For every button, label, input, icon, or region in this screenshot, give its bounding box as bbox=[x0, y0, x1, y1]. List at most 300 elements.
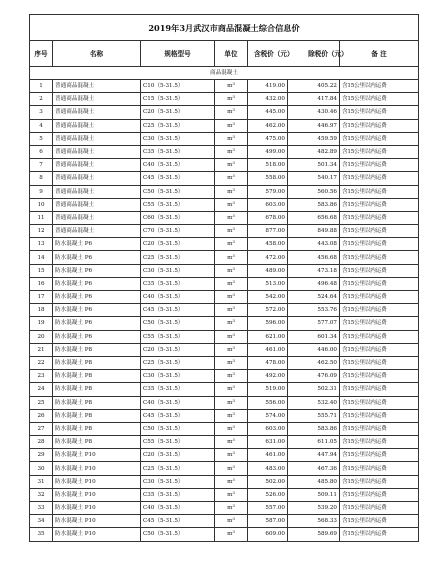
table-row bbox=[30, 356, 419, 369]
unit-base: m bbox=[227, 333, 233, 340]
row-number: 20 bbox=[30, 330, 53, 343]
row-number: 10 bbox=[30, 198, 53, 211]
row-number: 31 bbox=[30, 475, 53, 488]
row-name: 普通商品混凝土 bbox=[53, 119, 141, 132]
table-row bbox=[30, 409, 419, 422]
unit-exponent: 3 bbox=[232, 160, 235, 166]
row-tax-price: 609.00 bbox=[248, 528, 288, 541]
unit-exponent: 3 bbox=[232, 226, 235, 232]
table-row bbox=[30, 185, 419, 198]
row-unit bbox=[215, 251, 248, 264]
row-spec: C30（5-31.5） bbox=[141, 370, 215, 383]
row-number: 4 bbox=[30, 119, 53, 132]
unit-base: m bbox=[227, 214, 233, 221]
row-unit bbox=[215, 502, 248, 515]
row-spec: C70（5-31.5） bbox=[141, 225, 215, 238]
row-note: 含15公里以内运费 bbox=[340, 304, 419, 317]
table-row bbox=[30, 317, 419, 330]
row-note: 含15公里以内运费 bbox=[340, 396, 419, 409]
table-row bbox=[30, 422, 419, 435]
row-number: 27 bbox=[30, 422, 53, 435]
row-name: 防水混凝土 P8 bbox=[53, 370, 141, 383]
row-notax-price: 611.05 bbox=[288, 436, 340, 449]
row-tax-price: 631.00 bbox=[248, 436, 288, 449]
row-note: 含15公里以内运费 bbox=[340, 251, 419, 264]
row-note: 含15公里以内运费 bbox=[340, 409, 419, 422]
row-unit bbox=[215, 343, 248, 356]
row-tax-price: 432.00 bbox=[248, 93, 288, 106]
row-number: 34 bbox=[30, 515, 53, 528]
unit-base: m bbox=[227, 162, 233, 169]
row-unit bbox=[215, 291, 248, 304]
row-notax-price: 502.31 bbox=[288, 383, 340, 396]
row-spec: C40（5-31.5） bbox=[141, 396, 215, 409]
row-number: 11 bbox=[30, 211, 53, 224]
row-unit bbox=[215, 317, 248, 330]
row-name: 防水混凝土 P6 bbox=[53, 291, 141, 304]
row-number: 25 bbox=[30, 396, 53, 409]
row-spec: C60（5-31.5） bbox=[141, 211, 215, 224]
row-name: 防水混凝土 P6 bbox=[53, 304, 141, 317]
unit-exponent: 3 bbox=[232, 503, 235, 509]
row-number: 14 bbox=[30, 251, 53, 264]
row-number: 2 bbox=[30, 93, 53, 106]
unit-exponent: 3 bbox=[232, 133, 235, 139]
row-unit bbox=[215, 462, 248, 475]
row-note: 含15公里以内运费 bbox=[340, 225, 419, 238]
row-name: 防水混凝土 P10 bbox=[53, 449, 141, 462]
row-tax-price: 596.00 bbox=[248, 317, 288, 330]
document-title: 2019年3月武汉市商品混凝土综合信息价 bbox=[30, 15, 419, 41]
unit-base: m bbox=[227, 280, 233, 287]
row-spec: C35（5-31.5） bbox=[141, 488, 215, 501]
row-spec: C30（5-31.5） bbox=[141, 475, 215, 488]
table-row bbox=[30, 502, 419, 515]
row-unit bbox=[215, 304, 248, 317]
row-unit bbox=[215, 277, 248, 290]
row-tax-price: 518.00 bbox=[248, 159, 288, 172]
unit-exponent: 3 bbox=[232, 331, 235, 337]
row-number: 17 bbox=[30, 291, 53, 304]
row-unit bbox=[215, 172, 248, 185]
row-unit bbox=[215, 145, 248, 158]
row-spec: C55（5-31.5） bbox=[141, 330, 215, 343]
unit-base: m bbox=[227, 254, 233, 261]
row-notax-price: 417.84 bbox=[288, 93, 340, 106]
row-tax-price: 877.00 bbox=[248, 225, 288, 238]
row-tax-price: 462.00 bbox=[248, 119, 288, 132]
row-tax-price: 579.00 bbox=[248, 185, 288, 198]
row-note: 含15公里以内运费 bbox=[340, 185, 419, 198]
unit-exponent: 3 bbox=[232, 489, 235, 495]
row-tax-price: 502.00 bbox=[248, 475, 288, 488]
row-number: 29 bbox=[30, 449, 53, 462]
row-notax-price: 509.11 bbox=[288, 488, 340, 501]
row-name: 防水混凝土 P10 bbox=[53, 502, 141, 515]
row-spec: C55（5-31.5） bbox=[141, 198, 215, 211]
unit-exponent: 3 bbox=[232, 81, 235, 87]
row-note: 含15公里以内运费 bbox=[340, 159, 419, 172]
unit-base: m bbox=[227, 412, 233, 419]
row-tax-price: 475.00 bbox=[248, 132, 288, 145]
row-number: 12 bbox=[30, 225, 53, 238]
row-spec: C35（5-31.5） bbox=[141, 383, 215, 396]
row-note: 含15公里以内运费 bbox=[340, 436, 419, 449]
row-notax-price: 446.97 bbox=[288, 119, 340, 132]
table-row bbox=[30, 291, 419, 304]
row-number: 8 bbox=[30, 172, 53, 185]
row-notax-price: 496.48 bbox=[288, 277, 340, 290]
row-unit bbox=[215, 422, 248, 435]
row-unit bbox=[215, 330, 248, 343]
row-tax-price: 483.00 bbox=[248, 462, 288, 475]
row-number: 22 bbox=[30, 356, 53, 369]
table-row bbox=[30, 238, 419, 251]
row-number: 18 bbox=[30, 304, 53, 317]
table-row bbox=[30, 488, 419, 501]
row-name: 防水混凝土 P8 bbox=[53, 383, 141, 396]
table-row bbox=[30, 462, 419, 475]
unit-exponent: 3 bbox=[232, 344, 235, 350]
row-tax-price: 572.00 bbox=[248, 304, 288, 317]
row-tax-price: 587.00 bbox=[248, 515, 288, 528]
row-notax-price: 849.88 bbox=[288, 225, 340, 238]
table-row bbox=[30, 396, 419, 409]
row-name: 普通商品混凝土 bbox=[53, 159, 141, 172]
table-row bbox=[30, 159, 419, 172]
row-spec: C20（5-31.5） bbox=[141, 449, 215, 462]
row-tax-price: 603.00 bbox=[248, 422, 288, 435]
unit-exponent: 3 bbox=[232, 476, 235, 482]
row-spec: C40（5-31.5） bbox=[141, 502, 215, 515]
unit-exponent: 3 bbox=[232, 265, 235, 271]
row-notax-price: 524.64 bbox=[288, 291, 340, 304]
unit-base: m bbox=[227, 452, 233, 459]
row-name: 防水混凝土 P6 bbox=[53, 264, 141, 277]
row-tax-price: 478.00 bbox=[248, 356, 288, 369]
table-row bbox=[30, 132, 419, 145]
unit-base: m bbox=[227, 399, 233, 406]
row-spec: C40（5-31.5） bbox=[141, 159, 215, 172]
row-unit bbox=[215, 225, 248, 238]
row-number: 13 bbox=[30, 238, 53, 251]
row-spec: C35（5-31.5） bbox=[141, 145, 215, 158]
row-name: 防水混凝土 P6 bbox=[53, 277, 141, 290]
table-row bbox=[30, 528, 419, 541]
row-notax-price: 656.68 bbox=[288, 211, 340, 224]
row-spec: C25（5-31.5） bbox=[141, 119, 215, 132]
row-unit bbox=[215, 132, 248, 145]
row-note: 含15公里以内运费 bbox=[340, 238, 419, 251]
row-spec: C40（5-31.5） bbox=[141, 291, 215, 304]
row-note: 含15公里以内运费 bbox=[340, 106, 419, 119]
row-note: 含15公里以内运费 bbox=[340, 462, 419, 475]
row-notax-price: 447.94 bbox=[288, 449, 340, 462]
unit-base: m bbox=[227, 175, 233, 182]
row-notax-price: 539.20 bbox=[288, 502, 340, 515]
row-note: 含15公里以内运费 bbox=[340, 488, 419, 501]
row-name: 普通商品混凝土 bbox=[53, 80, 141, 93]
row-note: 含15公里以内运费 bbox=[340, 198, 419, 211]
table-row bbox=[30, 225, 419, 238]
table-row bbox=[30, 80, 419, 93]
row-note: 含15公里以内运费 bbox=[340, 422, 419, 435]
row-name: 防水混凝土 P8 bbox=[53, 396, 141, 409]
row-unit bbox=[215, 238, 248, 251]
col-header-unit: 单位 bbox=[215, 41, 248, 67]
row-spec: C50（5-31.5） bbox=[141, 528, 215, 541]
row-spec: C45（5-31.5） bbox=[141, 409, 215, 422]
row-number: 5 bbox=[30, 132, 53, 145]
table-row bbox=[30, 304, 419, 317]
unit-base: m bbox=[227, 531, 233, 538]
unit-exponent: 3 bbox=[232, 173, 235, 179]
unit-exponent: 3 bbox=[232, 397, 235, 403]
row-note: 含15公里以内运费 bbox=[340, 383, 419, 396]
row-name: 防水混凝土 P8 bbox=[53, 356, 141, 369]
row-unit bbox=[215, 356, 248, 369]
unit-base: m bbox=[227, 109, 233, 116]
row-notax-price: 589.69 bbox=[288, 528, 340, 541]
row-number: 6 bbox=[30, 145, 53, 158]
row-name: 普通商品混凝土 bbox=[53, 93, 141, 106]
row-number: 32 bbox=[30, 488, 53, 501]
row-name: 防水混凝土 P6 bbox=[53, 317, 141, 330]
row-name: 防水混凝土 P8 bbox=[53, 343, 141, 356]
row-name: 防水混凝土 P8 bbox=[53, 409, 141, 422]
row-tax-price: 526.00 bbox=[248, 488, 288, 501]
row-tax-price: 574.00 bbox=[248, 409, 288, 422]
row-note: 含15公里以内运费 bbox=[340, 172, 419, 185]
row-name: 防水混凝土 P8 bbox=[53, 422, 141, 435]
row-note: 含15公里以内运费 bbox=[340, 145, 419, 158]
unit-base: m bbox=[227, 188, 233, 195]
row-unit bbox=[215, 93, 248, 106]
row-spec: C50（5-31.5） bbox=[141, 317, 215, 330]
row-name: 普通商品混凝土 bbox=[53, 211, 141, 224]
row-unit bbox=[215, 528, 248, 541]
table-row bbox=[30, 370, 419, 383]
header-row bbox=[30, 41, 419, 67]
unit-exponent: 3 bbox=[232, 516, 235, 522]
unit-exponent: 3 bbox=[232, 305, 235, 311]
row-number: 24 bbox=[30, 383, 53, 396]
col-header-tax-price: 含税价（元） bbox=[254, 49, 294, 58]
table-row bbox=[30, 211, 419, 224]
row-spec: C30（5-31.5） bbox=[141, 264, 215, 277]
row-number: 35 bbox=[30, 528, 53, 541]
row-note: 含15公里以内运费 bbox=[340, 119, 419, 132]
row-note: 含15公里以内运费 bbox=[340, 502, 419, 515]
row-notax-price: 482.89 bbox=[288, 145, 340, 158]
row-name: 普通商品混凝土 bbox=[53, 132, 141, 145]
row-notax-price: 568.33 bbox=[288, 515, 340, 528]
row-notax-price: 485.80 bbox=[288, 475, 340, 488]
row-note: 含15公里以内运费 bbox=[340, 132, 419, 145]
unit-exponent: 3 bbox=[232, 358, 235, 364]
table-row bbox=[30, 264, 419, 277]
unit-exponent: 3 bbox=[232, 529, 235, 535]
row-tax-price: 678.00 bbox=[248, 211, 288, 224]
unit-exponent: 3 bbox=[232, 212, 235, 218]
row-note: 含15公里以内运费 bbox=[340, 343, 419, 356]
unit-exponent: 3 bbox=[232, 410, 235, 416]
unit-base: m bbox=[227, 149, 233, 156]
row-tax-price: 621.00 bbox=[248, 330, 288, 343]
col-header-no: 序号 bbox=[30, 41, 53, 67]
unit-base: m bbox=[227, 478, 233, 485]
row-number: 30 bbox=[30, 462, 53, 475]
row-spec: C55（5-31.5） bbox=[141, 436, 215, 449]
row-name: 防水混凝土 P6 bbox=[53, 251, 141, 264]
row-spec: C25（5-31.5） bbox=[141, 462, 215, 475]
row-number: 16 bbox=[30, 277, 53, 290]
row-note: 含15公里以内运费 bbox=[340, 317, 419, 330]
row-number: 7 bbox=[30, 159, 53, 172]
unit-base: m bbox=[227, 386, 233, 393]
row-notax-price: 459.59 bbox=[288, 132, 340, 145]
row-notax-price: 443.08 bbox=[288, 238, 340, 251]
row-spec: C50（5-31.5） bbox=[141, 422, 215, 435]
table-row bbox=[30, 475, 419, 488]
row-tax-price: 458.00 bbox=[248, 238, 288, 251]
unit-exponent: 3 bbox=[232, 239, 235, 245]
unit-base: m bbox=[227, 505, 233, 512]
table-row bbox=[30, 93, 419, 106]
unit-base: m bbox=[227, 465, 233, 472]
unit-exponent: 3 bbox=[232, 186, 235, 192]
unit-base: m bbox=[227, 122, 233, 129]
row-name: 普通商品混凝土 bbox=[53, 198, 141, 211]
row-number: 9 bbox=[30, 185, 53, 198]
unit-base: m bbox=[227, 241, 233, 248]
row-unit bbox=[215, 185, 248, 198]
row-spec: C45（5-31.5） bbox=[141, 515, 215, 528]
row-tax-price: 472.00 bbox=[248, 251, 288, 264]
row-unit bbox=[215, 370, 248, 383]
unit-exponent: 3 bbox=[232, 94, 235, 100]
row-tax-price: 492.00 bbox=[248, 370, 288, 383]
row-note: 含15公里以内运费 bbox=[340, 211, 419, 224]
row-spec: C15（5-31.5） bbox=[141, 93, 215, 106]
row-number: 1 bbox=[30, 80, 53, 93]
row-spec: C20（5-31.5） bbox=[141, 343, 215, 356]
row-unit bbox=[215, 80, 248, 93]
row-note: 含15公里以内运费 bbox=[340, 291, 419, 304]
row-notax-price: 430.46 bbox=[288, 106, 340, 119]
unit-base: m bbox=[227, 360, 233, 367]
row-number: 23 bbox=[30, 370, 53, 383]
col-header-spec: 规格型号 bbox=[141, 41, 215, 67]
row-notax-price: 560.56 bbox=[288, 185, 340, 198]
row-note: 含15公里以内运费 bbox=[340, 475, 419, 488]
row-notax-price: 467.36 bbox=[288, 462, 340, 475]
row-unit bbox=[215, 488, 248, 501]
row-spec: C25（5-31.5） bbox=[141, 251, 215, 264]
row-unit bbox=[215, 198, 248, 211]
table-row bbox=[30, 383, 419, 396]
row-name: 防水混凝土 P6 bbox=[53, 330, 141, 343]
row-note: 含15公里以内运费 bbox=[340, 356, 419, 369]
row-note: 含15公里以内运费 bbox=[340, 528, 419, 541]
row-spec: C10（5-31.5） bbox=[141, 80, 215, 93]
row-notax-price: 456.68 bbox=[288, 251, 340, 264]
table-row bbox=[30, 251, 419, 264]
row-notax-price: 405.22 bbox=[288, 80, 340, 93]
row-notax-price: 553.76 bbox=[288, 304, 340, 317]
row-number: 19 bbox=[30, 317, 53, 330]
unit-exponent: 3 bbox=[232, 423, 235, 429]
row-unit bbox=[215, 159, 248, 172]
unit-exponent: 3 bbox=[232, 384, 235, 390]
row-name: 普通商品混凝土 bbox=[53, 145, 141, 158]
unit-base: m bbox=[227, 491, 233, 498]
unit-base: m bbox=[227, 267, 233, 274]
row-spec: C20（5-31.5） bbox=[141, 238, 215, 251]
row-tax-price: 419.00 bbox=[248, 80, 288, 93]
unit-base: m bbox=[227, 518, 233, 525]
row-tax-price: 445.00 bbox=[248, 106, 288, 119]
table-row bbox=[30, 330, 419, 343]
unit-base: m bbox=[227, 135, 233, 142]
row-name: 防水混凝土 P10 bbox=[53, 475, 141, 488]
unit-exponent: 3 bbox=[232, 278, 235, 284]
row-name: 普通商品混凝土 bbox=[53, 172, 141, 185]
row-notax-price: 476.09 bbox=[288, 370, 340, 383]
unit-exponent: 3 bbox=[232, 463, 235, 469]
row-note: 含15公里以内运费 bbox=[340, 449, 419, 462]
unit-exponent: 3 bbox=[232, 437, 235, 443]
col-header-name: 名称 bbox=[53, 41, 141, 67]
unit-base: m bbox=[227, 201, 233, 208]
row-spec: C30（5-31.5） bbox=[141, 132, 215, 145]
unit-base: m bbox=[227, 294, 233, 301]
row-unit bbox=[215, 119, 248, 132]
unit-base: m bbox=[227, 96, 233, 103]
table-row bbox=[30, 449, 419, 462]
table-row bbox=[30, 277, 419, 290]
row-spec: C20（5-31.5） bbox=[141, 106, 215, 119]
row-number: 26 bbox=[30, 409, 53, 422]
row-note: 含15公里以内运费 bbox=[340, 330, 419, 343]
unit-base: m bbox=[227, 228, 233, 235]
row-notax-price: 583.86 bbox=[288, 198, 340, 211]
row-name: 普通商品混凝土 bbox=[53, 106, 141, 119]
unit-base: m bbox=[227, 307, 233, 314]
row-note: 含15公里以内运费 bbox=[340, 277, 419, 290]
row-tax-price: 542.00 bbox=[248, 291, 288, 304]
row-notax-price: 583.86 bbox=[288, 422, 340, 435]
row-tax-price: 558.00 bbox=[248, 172, 288, 185]
row-note: 含15公里以内运费 bbox=[340, 80, 419, 93]
unit-base: m bbox=[227, 439, 233, 446]
unit-exponent: 3 bbox=[232, 107, 235, 113]
row-unit bbox=[215, 436, 248, 449]
row-unit bbox=[215, 449, 248, 462]
table-row bbox=[30, 106, 419, 119]
row-notax-price: 446.00 bbox=[288, 343, 340, 356]
row-note: 含15公里以内运费 bbox=[340, 515, 419, 528]
row-number: 15 bbox=[30, 264, 53, 277]
row-tax-price: 557.00 bbox=[248, 502, 288, 515]
row-spec: C25（5-31.5） bbox=[141, 356, 215, 369]
row-notax-price: 555.71 bbox=[288, 409, 340, 422]
row-name: 防水混凝土 P8 bbox=[53, 436, 141, 449]
row-number: 33 bbox=[30, 502, 53, 515]
row-name: 防水混凝土 P10 bbox=[53, 462, 141, 475]
row-spec: C50（5-31.5） bbox=[141, 185, 215, 198]
unit-exponent: 3 bbox=[232, 147, 235, 153]
